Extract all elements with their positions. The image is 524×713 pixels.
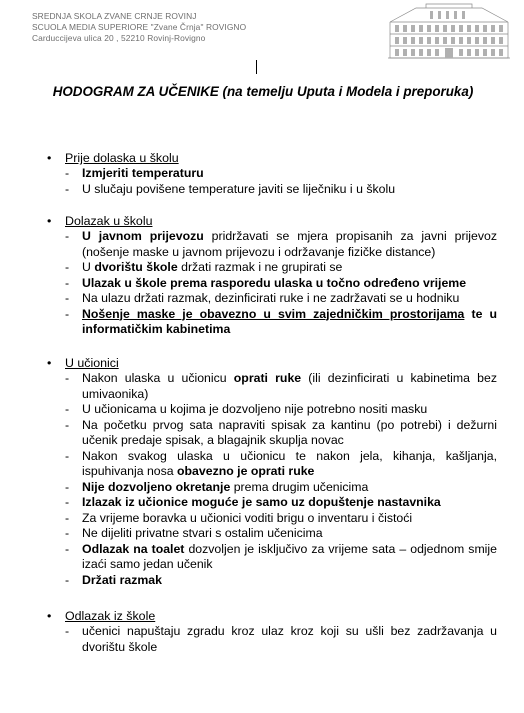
list-item (47, 371, 497, 402)
school-name-croatian: SREDNJA SKOLA ZVANE CRNJE ROVINJ (32, 11, 197, 21)
section-arrival (47, 213, 497, 338)
text-run: Nije dozvoljeno okretanje (82, 479, 231, 494)
list-item (47, 276, 497, 292)
bullet-icon: • (47, 214, 52, 228)
text-run: Za vrijeme boravka u učionici voditi brigu o inventaru i čistoći (82, 510, 413, 525)
list-item (47, 418, 497, 449)
bullet-icon: • (47, 151, 52, 165)
text-cursor (256, 60, 257, 74)
section-heading-text: U učionici (65, 356, 119, 370)
section-leaving (47, 608, 497, 655)
text-run: dvorištu škole (94, 260, 178, 274)
text-run: Nakon ulaska u učionicu (82, 371, 234, 385)
school-address: Carduccijeva ulica 20 , 52210 Rovinj-Rovigno (32, 33, 206, 43)
list-item (47, 542, 497, 573)
text-run: pridržavati se mjera propisanih za javni prijevoz (nošenje maske u javnom prijevozu i održavanje fizičke distance) (82, 229, 498, 259)
list-item (47, 480, 497, 496)
list-item (47, 229, 497, 260)
text-run: Na ulazu držati razmak, dezinficirati ruke i ne zadržavati se u hodniku (82, 291, 460, 305)
text-run: Izlazak iz učionice moguće je samo uz dopuštenje nastavnika (82, 495, 441, 509)
section-heading-text: Odlazak iz škole (65, 609, 156, 623)
text-run: oprati ruke (233, 371, 302, 385)
section-heading-text: Prije dolaska u školu (65, 151, 179, 165)
text-run: držati razmak i ne grupirati se (177, 260, 343, 274)
text-run: Ne dijeliti privatne stvari s ostalim učenicima (82, 526, 323, 540)
text-run: U javnom prijevozu (82, 229, 204, 243)
list-item (47, 573, 497, 589)
text-run: (ili dezinficirati u kabinetima bez umivaonika) (82, 371, 497, 401)
section-heading (47, 150, 497, 166)
list-item (47, 291, 497, 307)
text-run: Nakon svakog ulaska u učionicu te nakon jela, kihanja, kašljanja, ispuhivanja nosa (82, 448, 497, 478)
text-run: U slučaju povišene temperature javiti se liječniku i u školu (82, 181, 396, 196)
text-run: Nošenje maske je obavezno u svim zajedničkim prostorijama (82, 306, 465, 321)
text-run: Na početku prvog sata napraviti spisak za kantinu (po potrebi) i dežurni učenik predaje spisak, a blagajnik skuplja novac (82, 417, 497, 447)
list-item (47, 307, 497, 338)
list-item (47, 402, 497, 418)
list-item (47, 166, 497, 182)
section-heading (47, 608, 497, 624)
section-heading (47, 213, 497, 229)
bullet-icon: • (47, 609, 52, 623)
text-run: Držati razmak (82, 572, 162, 587)
list-item (47, 511, 497, 527)
document-title: HODOGRAM ZA UČENIKE (na temelju Uputa i Modela i preporuka) (52, 84, 474, 99)
section-heading (47, 355, 497, 371)
list-item (47, 624, 497, 655)
list-item (47, 260, 497, 276)
list-item (47, 182, 497, 198)
list-item (47, 526, 497, 542)
bullet-icon: • (47, 356, 52, 370)
text-run: Izmjeriti temperaturu (82, 166, 204, 180)
text-run: obavezno je oprati ruke (177, 464, 315, 478)
text-run: te u informatičkim kabinetima (82, 306, 497, 336)
item-list (47, 371, 497, 588)
text-run: U učionicama u kojima je dozvoljeno nije potrebno nositi masku (82, 402, 428, 416)
school-building-logo (386, 2, 512, 60)
school-name-italian: SCUOLA MEDIA SUPERIORE "Zvane Črnja" ROVIGNO (32, 22, 247, 32)
list-item (47, 449, 497, 480)
text-run: Odlazak na toalet (82, 541, 185, 556)
section-classroom (47, 355, 497, 588)
item-list (47, 624, 497, 655)
text-run: Ulazak u škole prema rasporedu ulaska u točno određeno vrijeme (82, 275, 467, 290)
text-run: U (82, 260, 95, 274)
section-heading-text: Dolazak u školu (65, 214, 153, 228)
item-list (47, 229, 497, 338)
school-header (32, 11, 246, 44)
text-run: učenici napuštaju zgradu kroz ulaz kroz koji su ušli bez zadržavanja u dvorištu škole (82, 624, 497, 654)
item-list (47, 166, 497, 197)
list-item (47, 495, 497, 511)
text-run: dozvoljen je isključivo za vrijeme sata – odjednom smije izaći samo jedan učenik (82, 541, 497, 571)
section-before-arrival (47, 150, 497, 197)
text-run: prema drugim učenicima (230, 479, 369, 494)
